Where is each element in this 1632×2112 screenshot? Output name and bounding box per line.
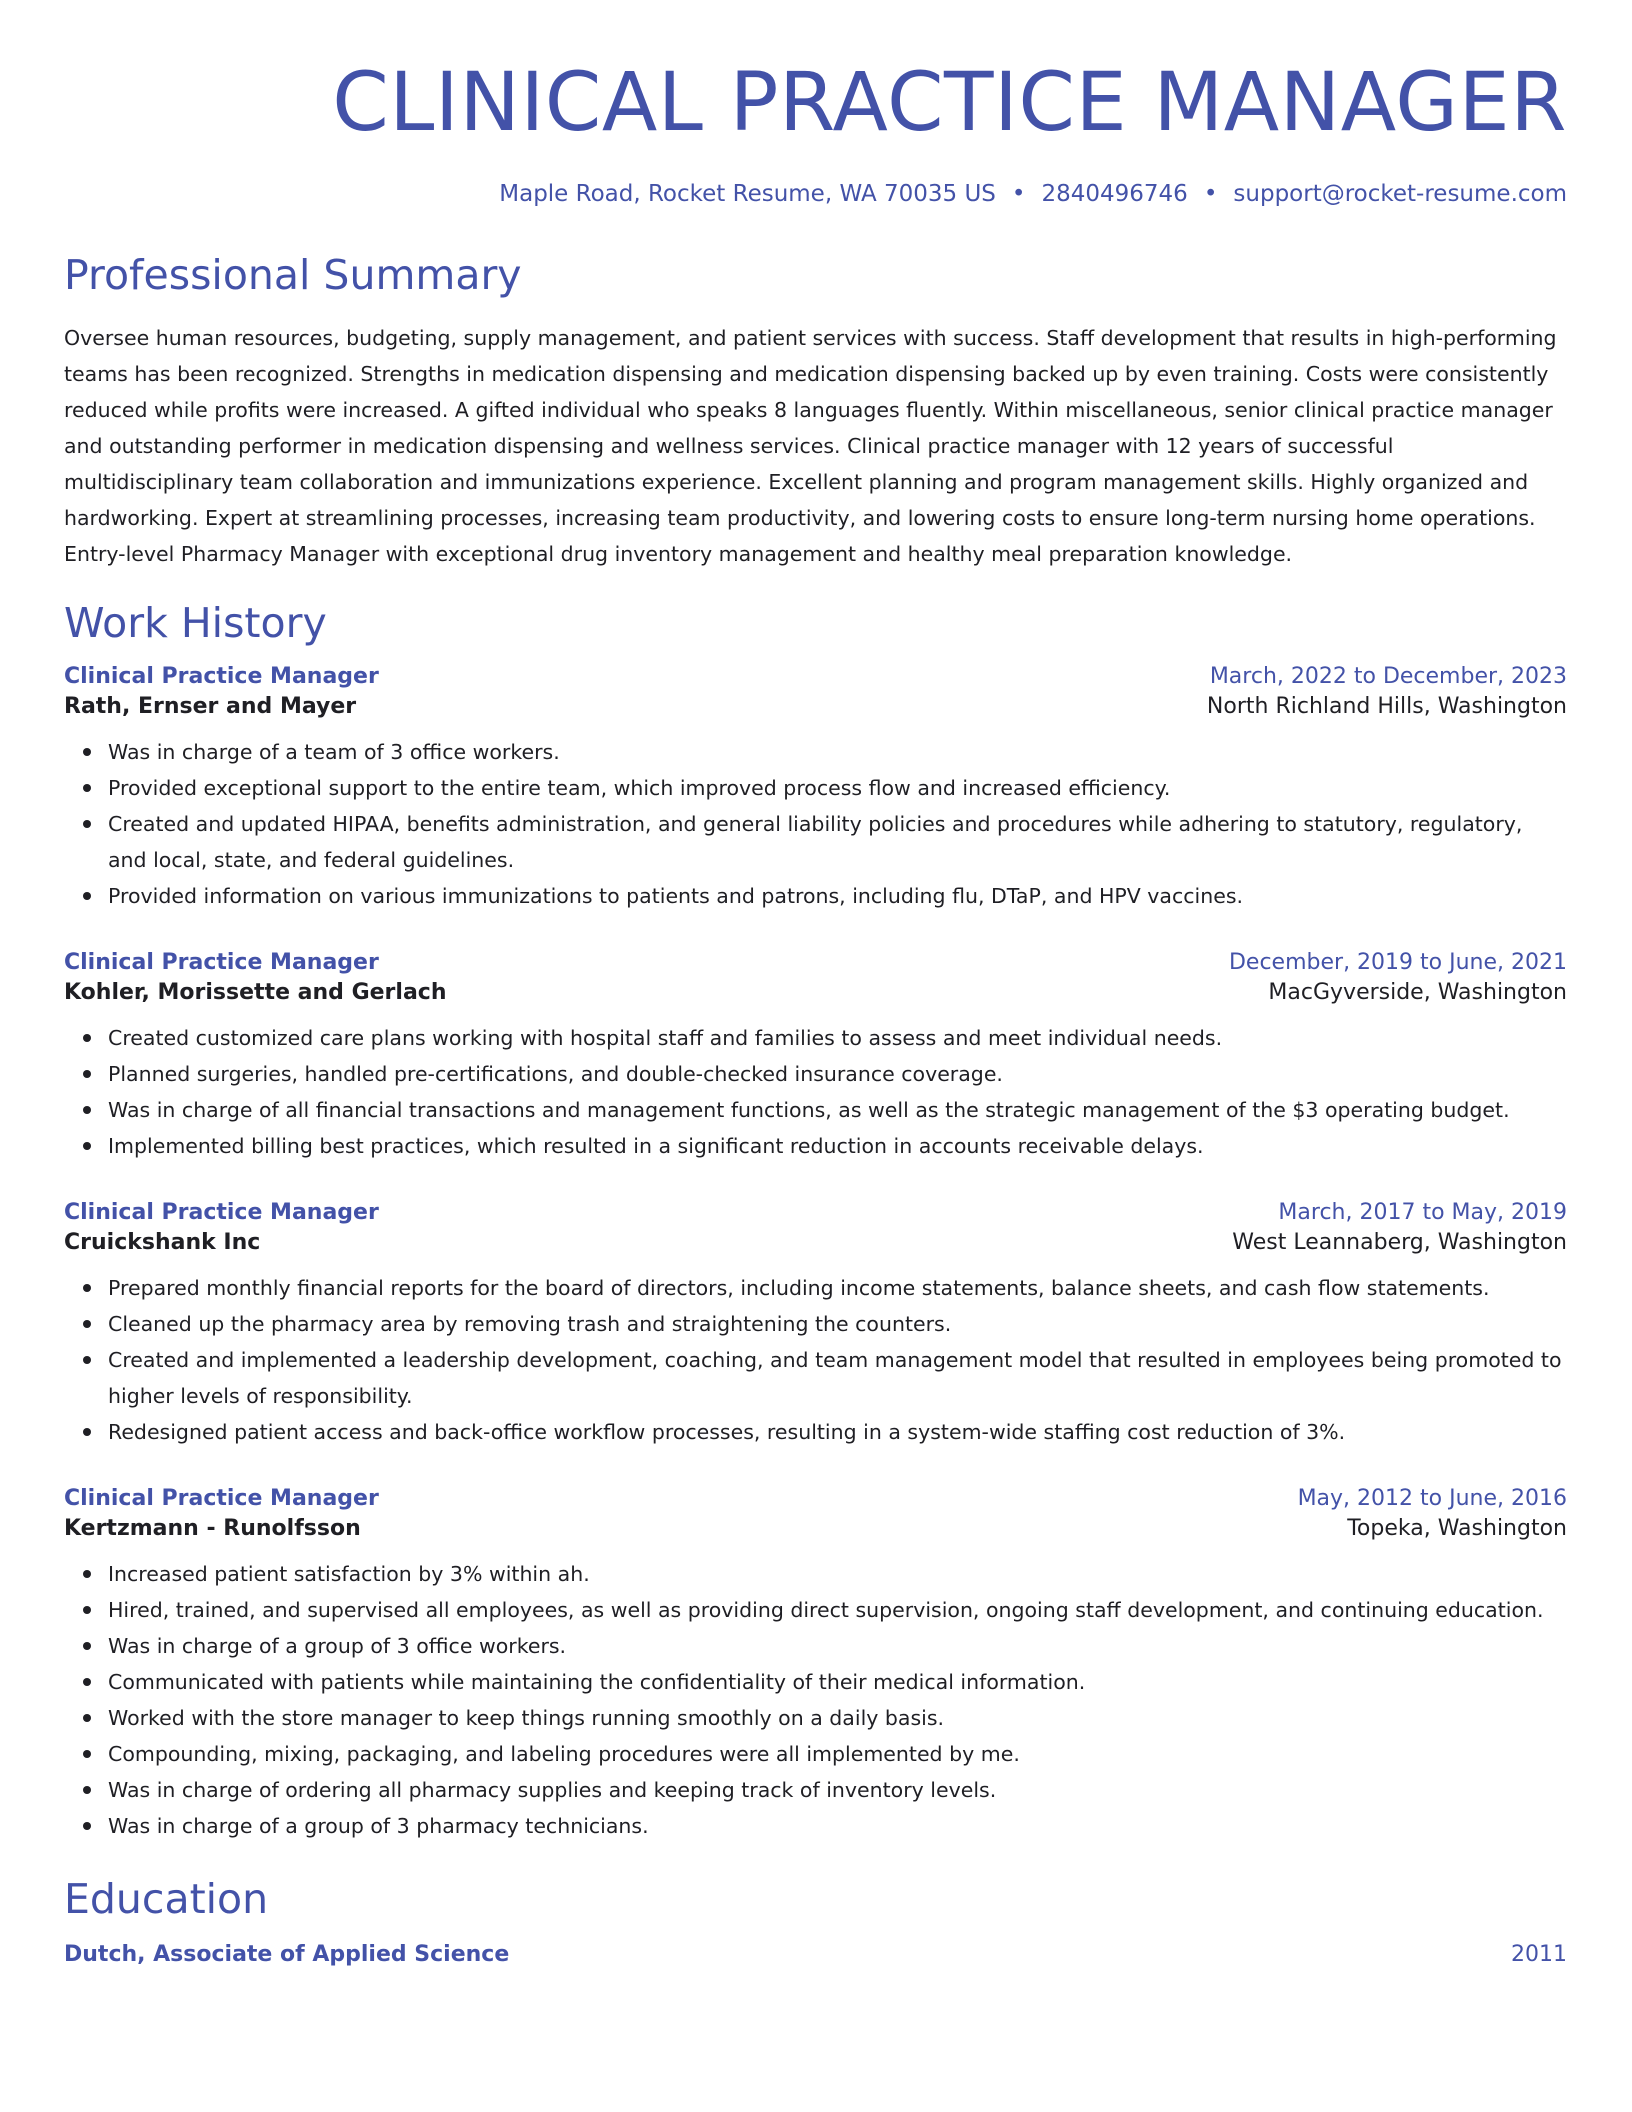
- contact-address: Maple Road, Rocket Resume, WA 70035 US: [499, 181, 996, 207]
- job-bullet-list: [64, 1020, 1567, 1164]
- education-list: [64, 1940, 1567, 1970]
- contact-email[interactable]: support@rocket-resume.com: [1233, 181, 1567, 207]
- job-title-row: [64, 1484, 1567, 1514]
- education-year: 2011: [1511, 1942, 1567, 1967]
- job-bullet: Created customized care plans working with hospital staff and families to assess and meet individual needs.: [108, 1020, 1567, 1056]
- job-bullet-list: [64, 1270, 1567, 1450]
- job-entry: [64, 662, 1567, 914]
- education-heading: Education: [64, 1875, 269, 1923]
- job-bullet: Hired, trained, and supervised all employees, as well as providing direct supervision, ongoing staff development, and continuing education.: [108, 1592, 1567, 1628]
- job-company: Cruickshank Inc: [64, 1230, 261, 1255]
- job-company-row: [64, 1514, 1567, 1544]
- work-history-heading: Work History: [64, 599, 327, 647]
- education-degree: Dutch, Associate of Applied Science: [64, 1942, 510, 1967]
- summary-text: Oversee human resources, budgeting, supply management, and patient services with success. Staff development that results in high-performing teams has been recognized. Strengths in medication dispensing and medication dispensing backed up by even training. Costs were consistently reduced while profits were increased. A gifted individual who speaks 8 languages fluently. Within miscellaneous, senior clinical practice manager and outstanding performer in medication dispensing and wellness services. Clinical practice manager with 12 years of successful multidisciplinary team collaboration and immunizations experience. Excellent planning and program management skills. Highly organized and hardworking. Expert at streamlining processes, increasing team productivity, and lowering costs to ensure long-term nursing home operations. Entry-level Pharmacy Manager with exceptional drug inventory management and healthy meal preparation knowledge.: [64, 326, 1557, 566]
- job-bullet: Implemented billing best practices, which resulted in a significant reduction in accounts receivable delays.: [108, 1128, 1567, 1164]
- summary-heading: Professional Summary: [64, 251, 522, 299]
- education-entry: [64, 1940, 1567, 1970]
- job-title-row: [64, 948, 1567, 978]
- job-dates: March, 2017 to May, 2019: [1278, 1200, 1567, 1225]
- resume-page: [64, 0, 1567, 1970]
- job-bullet: Was in charge of all financial transactions and management functions, as well as the strategic management of the $3 operating budget.: [108, 1092, 1567, 1128]
- job-bullet: Created and updated HIPAA, benefits administration, and general liability policies and procedures while adhering to statutory, regulatory, and local, state, and federal guidelines.: [108, 806, 1567, 878]
- job-bullet: Communicated with patients while maintaining the confidentiality of their medical information.: [108, 1664, 1567, 1700]
- job-entry: [64, 1198, 1567, 1450]
- job-title-row: [64, 662, 1567, 692]
- job-company-row: [64, 978, 1567, 1008]
- job-dates: March, 2022 to December, 2023: [1209, 664, 1567, 689]
- job-entry: [64, 948, 1567, 1164]
- job-bullet: Provided exceptional support to the entire team, which improved process flow and increased efficiency.: [108, 770, 1567, 806]
- work-history-list: [64, 662, 1567, 1844]
- job-title: Clinical Practice Manager: [64, 1486, 379, 1511]
- contact-line: [64, 179, 1567, 209]
- job-title-row: [64, 1198, 1567, 1228]
- job-bullet: Increased patient satisfaction by 3% within ah.: [108, 1556, 1567, 1592]
- job-bullet: Created and implemented a leadership development, coaching, and team management model that resulted in employees being promoted to higher levels of responsibility.: [108, 1342, 1567, 1414]
- contact-phone: 2840496746: [1041, 181, 1188, 207]
- contact-separator: •: [1203, 181, 1218, 207]
- job-company-row: [64, 1228, 1567, 1258]
- job-title: Clinical Practice Manager: [64, 664, 379, 689]
- job-bullet: Planned surgeries, handled pre-certifications, and double-checked insurance coverage.: [108, 1056, 1567, 1092]
- job-bullet: Was in charge of ordering all pharmacy supplies and keeping track of inventory levels.: [108, 1772, 1567, 1808]
- job-bullet-list: [64, 734, 1567, 914]
- job-bullet: Redesigned patient access and back-office workflow processes, resulting in a system-wide staffing cost reduction of 3%.: [108, 1414, 1567, 1450]
- job-bullet: Was in charge of a team of 3 office workers.: [108, 734, 1567, 770]
- job-bullet: Was in charge of a group of 3 pharmacy technicians.: [108, 1808, 1567, 1844]
- job-dates: December, 2019 to June, 2021: [1228, 950, 1567, 975]
- job-bullet: Compounding, mixing, packaging, and labeling procedures were all implemented by me.: [108, 1736, 1567, 1772]
- job-company: Kohler, Morissette and Gerlach: [64, 980, 447, 1005]
- job-bullet: Was in charge of a group of 3 office workers.: [108, 1628, 1567, 1664]
- resume-name: CLINICAL PRACTICE MANAGER: [332, 56, 1567, 150]
- job-location: MacGyverside, Washington: [1268, 980, 1567, 1005]
- contact-separator: •: [1011, 181, 1026, 207]
- job-company-row: [64, 692, 1567, 722]
- job-entry: [64, 1484, 1567, 1844]
- job-location: West Leannaberg, Washington: [1232, 1230, 1567, 1255]
- job-bullet: Cleaned up the pharmacy area by removing trash and straightening the counters.: [108, 1306, 1567, 1342]
- job-company: Kertzmann - Runolfsson: [64, 1516, 361, 1541]
- job-location: North Richland Hills, Washington: [1206, 694, 1567, 719]
- job-title: Clinical Practice Manager: [64, 1200, 379, 1225]
- job-location: Topeka, Washington: [1347, 1516, 1567, 1541]
- job-bullet: Prepared monthly financial reports for the board of directors, including income statements, balance sheets, and cash flow statements.: [108, 1270, 1567, 1306]
- job-bullet-list: [64, 1556, 1567, 1844]
- job-title: Clinical Practice Manager: [64, 950, 379, 975]
- job-bullet: Provided information on various immunizations to patients and patrons, including flu, DTaP, and HPV vaccines.: [108, 878, 1567, 914]
- job-bullet: Worked with the store manager to keep things running smoothly on a daily basis.: [108, 1700, 1567, 1736]
- job-company: Rath, Ernser and Mayer: [64, 694, 357, 719]
- job-dates: May, 2012 to June, 2016: [1297, 1486, 1567, 1511]
